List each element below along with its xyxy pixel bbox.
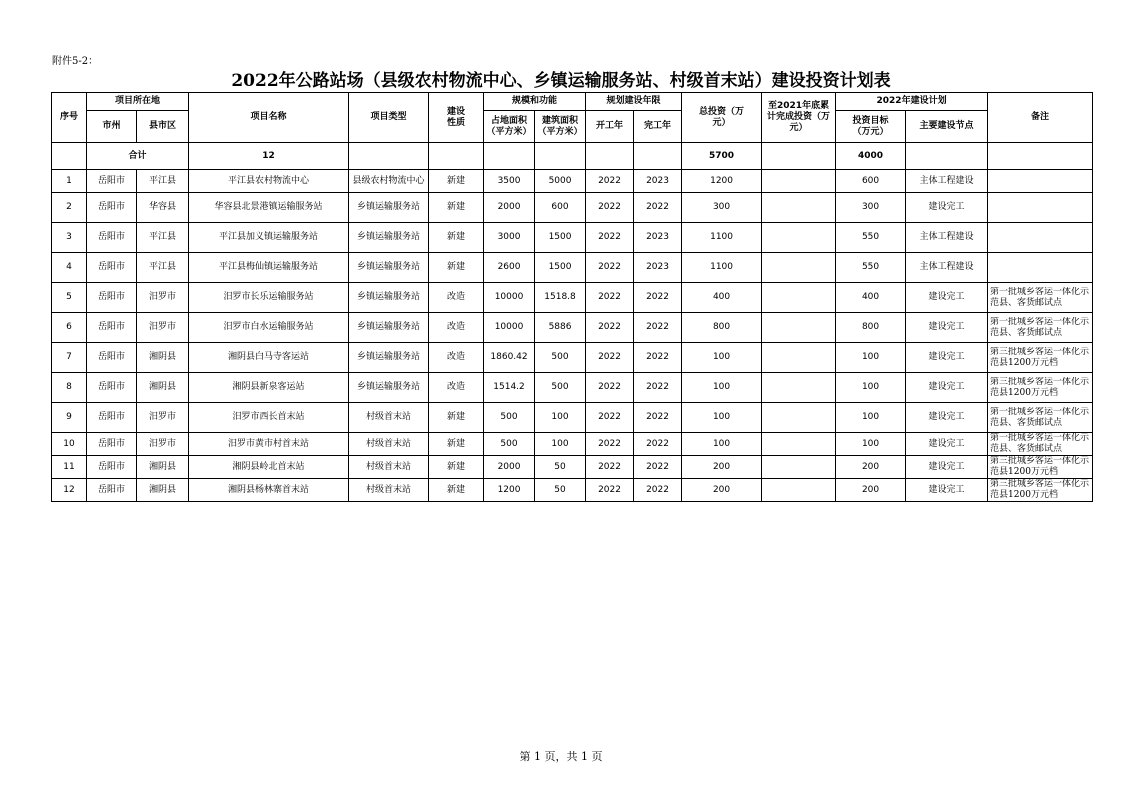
row-land-area: 3500: [484, 170, 535, 193]
total-row: [52, 143, 1093, 170]
row-main-node: 主体工程建设: [906, 170, 988, 193]
row-main-node: 建设完工: [906, 403, 988, 433]
row-project-type: 村级首末站: [349, 433, 429, 456]
row-end-year: 2022: [634, 313, 682, 343]
row-total-investment: 1100: [682, 223, 762, 253]
row-floor-area: 1518.8: [535, 283, 586, 313]
row-project-name: 湘阴县白马寺客运站: [189, 343, 349, 373]
row-project-name: 汨罗市长乐运输服务站: [189, 283, 349, 313]
header-start-year: 开工年: [586, 111, 634, 143]
row-build-nature: 改造: [429, 313, 484, 343]
row-start-year: 2022: [586, 313, 634, 343]
row-county: 平江县: [137, 253, 189, 283]
row-floor-area: 5000: [535, 170, 586, 193]
row-completed-2021: [762, 479, 836, 502]
header-land-area: 占地面积（平方米）: [484, 111, 535, 143]
row-floor-area: 50: [535, 456, 586, 479]
total-count: 12: [189, 143, 349, 170]
row-land-area: 2600: [484, 253, 535, 283]
row-completed-2021: [762, 433, 836, 456]
row-city: 岳阳市: [87, 479, 137, 502]
row-project-name: 汨罗市黄市村首末站: [189, 433, 349, 456]
row-remark: [988, 223, 1093, 253]
row-remark: 第三批城乡客运一体化示范县1200万元档: [988, 343, 1093, 373]
row-city: 岳阳市: [87, 193, 137, 223]
row-county: 平江县: [137, 170, 189, 193]
table-row: [52, 456, 1093, 479]
row-project-type: 乡镇运输服务站: [349, 373, 429, 403]
total-seq-cell: [52, 143, 87, 170]
row-completed-2021: [762, 170, 836, 193]
row-floor-area: 100: [535, 403, 586, 433]
row-county: 湘阴县: [137, 343, 189, 373]
row-city: 岳阳市: [87, 170, 137, 193]
row-start-year: 2022: [586, 253, 634, 283]
row-land-area: 3000: [484, 223, 535, 253]
row-county: 汨罗市: [137, 283, 189, 313]
row-main-node: 建设完工: [906, 433, 988, 456]
row-invest-target: 200: [836, 456, 906, 479]
row-build-nature: 改造: [429, 283, 484, 313]
row-total-investment: 100: [682, 433, 762, 456]
row-project-name: 湘阴县杨林寨首末站: [189, 479, 349, 502]
table-row: [52, 193, 1093, 223]
table-row: [52, 253, 1093, 283]
row-build-nature: 新建: [429, 253, 484, 283]
header-plan-2022: 2022年建设计划: [836, 93, 988, 111]
row-invest-target: 800: [836, 313, 906, 343]
row-city: 岳阳市: [87, 433, 137, 456]
row-project-name: 平江县农村物流中心: [189, 170, 349, 193]
table-row: [52, 479, 1093, 502]
row-project-name: 湘阴县岭北首末站: [189, 456, 349, 479]
page-title: 2022年公路站场（县级农村物流中心、乡镇运输服务站、村级首末站）建设投资计划表: [231, 71, 891, 91]
row-floor-area: 50: [535, 479, 586, 502]
row-end-year: 2023: [634, 223, 682, 253]
row-completed-2021: [762, 403, 836, 433]
row-completed-2021: [762, 313, 836, 343]
row-seq: 8: [52, 373, 87, 403]
row-county: 湘阴县: [137, 456, 189, 479]
row-city: 岳阳市: [87, 313, 137, 343]
header-total-investment: 总投资（万元）: [682, 93, 762, 143]
row-end-year: 2022: [634, 283, 682, 313]
header-project-name: 项目名称: [189, 93, 349, 143]
row-land-area: 1514.2: [484, 373, 535, 403]
row-land-area: 500: [484, 403, 535, 433]
row-build-nature: 新建: [429, 403, 484, 433]
row-floor-area: 500: [535, 373, 586, 403]
row-floor-area: 100: [535, 433, 586, 456]
row-end-year: 2022: [634, 403, 682, 433]
row-start-year: 2022: [586, 343, 634, 373]
row-remark: 第三批城乡客运一体化示范县1200万元档: [988, 479, 1093, 502]
row-completed-2021: [762, 193, 836, 223]
row-floor-area: 600: [535, 193, 586, 223]
row-main-node: 建设完工: [906, 479, 988, 502]
row-city: 岳阳市: [87, 456, 137, 479]
total-empty-start: [586, 143, 634, 170]
row-invest-target: 100: [836, 433, 906, 456]
row-county: 汨罗市: [137, 313, 189, 343]
row-invest-target: 100: [836, 343, 906, 373]
row-build-nature: 新建: [429, 193, 484, 223]
row-land-area: 10000: [484, 313, 535, 343]
row-project-name: 平江县梅仙镇运输服务站: [189, 253, 349, 283]
total-empty-remark: [988, 143, 1093, 170]
row-seq: 4: [52, 253, 87, 283]
row-end-year: 2022: [634, 373, 682, 403]
row-main-node: 建设完工: [906, 456, 988, 479]
row-completed-2021: [762, 283, 836, 313]
row-seq: 6: [52, 313, 87, 343]
page-footer: 第 1 页，共 1 页: [519, 750, 603, 763]
header-remarks: 备注: [988, 93, 1093, 143]
row-land-area: 500: [484, 433, 535, 456]
header-seq: 序号: [52, 93, 87, 143]
row-invest-target: 100: [836, 403, 906, 433]
total-target-sum: 4000: [836, 143, 906, 170]
row-land-area: 1860.42: [484, 343, 535, 373]
header-build-nature: 建设性质: [429, 93, 484, 143]
row-county: 华容县: [137, 193, 189, 223]
row-project-name: 湘阴县新泉客运站: [189, 373, 349, 403]
row-remark: 第三批城乡客运一体化示范县1200万元档: [988, 456, 1093, 479]
header-plan-years: 规划建设年限: [586, 93, 682, 111]
row-project-name: 汨罗市西长首末站: [189, 403, 349, 433]
row-project-type: 乡镇运输服务站: [349, 193, 429, 223]
row-main-node: 建设完工: [906, 283, 988, 313]
row-start-year: 2022: [586, 403, 634, 433]
table-row: [52, 403, 1093, 433]
row-end-year: 2022: [634, 433, 682, 456]
row-city: 岳阳市: [87, 373, 137, 403]
row-end-year: 2023: [634, 253, 682, 283]
row-county: 湘阴县: [137, 373, 189, 403]
total-empty-node: [906, 143, 988, 170]
header-row-1: [52, 93, 1093, 111]
row-total-investment: 800: [682, 313, 762, 343]
row-floor-area: 1500: [535, 253, 586, 283]
row-start-year: 2022: [586, 283, 634, 313]
row-end-year: 2023: [634, 170, 682, 193]
row-invest-target: 100: [836, 373, 906, 403]
row-project-type: 乡镇运输服务站: [349, 283, 429, 313]
total-empty-floor: [535, 143, 586, 170]
row-land-area: 10000: [484, 283, 535, 313]
row-county: 汨罗市: [137, 403, 189, 433]
row-main-node: 主体工程建设: [906, 223, 988, 253]
row-remark: [988, 193, 1093, 223]
total-empty-type: [349, 143, 429, 170]
row-city: 岳阳市: [87, 283, 137, 313]
table-row: [52, 313, 1093, 343]
row-project-type: 乡镇运输服务站: [349, 223, 429, 253]
row-total-investment: 200: [682, 479, 762, 502]
header-main-nodes: 主要建设节点: [906, 111, 988, 143]
row-seq: 11: [52, 456, 87, 479]
row-remark: 第三批城乡客运一体化示范县1200万元档: [988, 373, 1093, 403]
row-start-year: 2022: [586, 456, 634, 479]
row-build-nature: 新建: [429, 433, 484, 456]
row-project-name: 汨罗市白水运输服务站: [189, 313, 349, 343]
row-start-year: 2022: [586, 223, 634, 253]
row-total-investment: 200: [682, 456, 762, 479]
header-completed-2021: 至2021年底累计完成投资（万元）: [762, 93, 836, 143]
row-total-investment: 300: [682, 193, 762, 223]
row-end-year: 2022: [634, 343, 682, 373]
table-row: [52, 373, 1093, 403]
total-empty-end: [634, 143, 682, 170]
header-city: 市州: [87, 111, 137, 143]
row-land-area: 1200: [484, 479, 535, 502]
row-project-name: 平江县加义镇运输服务站: [189, 223, 349, 253]
row-remark: 第一批城乡客运一体化示范县、客货邮试点: [988, 403, 1093, 433]
row-project-type: 县级农村物流中心: [349, 170, 429, 193]
row-remark: [988, 253, 1093, 283]
row-seq: 10: [52, 433, 87, 456]
row-project-name: 华容县北景港镇运输服务站: [189, 193, 349, 223]
row-city: 岳阳市: [87, 403, 137, 433]
table-row: [52, 283, 1093, 313]
row-seq: 3: [52, 223, 87, 253]
investment-plan-table: [51, 92, 1093, 502]
row-start-year: 2022: [586, 170, 634, 193]
row-completed-2021: [762, 223, 836, 253]
row-main-node: 建设完工: [906, 313, 988, 343]
row-floor-area: 5886: [535, 313, 586, 343]
row-build-nature: 新建: [429, 479, 484, 502]
table-row: [52, 343, 1093, 373]
row-invest-target: 300: [836, 193, 906, 223]
row-main-node: 主体工程建设: [906, 253, 988, 283]
row-seq: 12: [52, 479, 87, 502]
row-end-year: 2022: [634, 479, 682, 502]
row-remark: 第一批城乡客运一体化示范县、客货邮试点: [988, 283, 1093, 313]
row-completed-2021: [762, 343, 836, 373]
row-floor-area: 1500: [535, 223, 586, 253]
row-project-type: 乡镇运输服务站: [349, 343, 429, 373]
total-empty-completed: [762, 143, 836, 170]
row-main-node: 建设完工: [906, 343, 988, 373]
row-start-year: 2022: [586, 373, 634, 403]
row-city: 岳阳市: [87, 343, 137, 373]
row-total-investment: 100: [682, 343, 762, 373]
row-invest-target: 550: [836, 253, 906, 283]
row-build-nature: 改造: [429, 373, 484, 403]
row-invest-target: 200: [836, 479, 906, 502]
row-build-nature: 改造: [429, 343, 484, 373]
row-total-investment: 100: [682, 373, 762, 403]
total-empty-nature: [429, 143, 484, 170]
row-project-type: 乡镇运输服务站: [349, 313, 429, 343]
row-city: 岳阳市: [87, 223, 137, 253]
row-project-type: 乡镇运输服务站: [349, 253, 429, 283]
row-floor-area: 500: [535, 343, 586, 373]
row-seq: 7: [52, 343, 87, 373]
row-land-area: 2000: [484, 193, 535, 223]
row-total-investment: 100: [682, 403, 762, 433]
header-location: 项目所在地: [87, 93, 189, 111]
header-project-type: 项目类型: [349, 93, 429, 143]
row-build-nature: 新建: [429, 223, 484, 253]
row-city: 岳阳市: [87, 253, 137, 283]
total-empty-land: [484, 143, 535, 170]
row-project-type: 村级首末站: [349, 456, 429, 479]
row-county: 汨罗市: [137, 433, 189, 456]
row-seq: 5: [52, 283, 87, 313]
row-county: 平江县: [137, 223, 189, 253]
row-completed-2021: [762, 456, 836, 479]
row-project-type: 村级首末站: [349, 403, 429, 433]
row-invest-target: 400: [836, 283, 906, 313]
row-project-type: 村级首末站: [349, 479, 429, 502]
row-build-nature: 新建: [429, 170, 484, 193]
table-row: [52, 223, 1093, 253]
header-scale: 规模和功能: [484, 93, 586, 111]
row-seq: 9: [52, 403, 87, 433]
row-invest-target: 550: [836, 223, 906, 253]
row-start-year: 2022: [586, 193, 634, 223]
row-remark: 第一批城乡客运一体化示范县、客货邮试点: [988, 433, 1093, 456]
table-row: [52, 433, 1093, 456]
row-end-year: 2022: [634, 193, 682, 223]
row-total-investment: 400: [682, 283, 762, 313]
row-main-node: 建设完工: [906, 193, 988, 223]
table-row: [52, 170, 1093, 193]
row-remark: [988, 170, 1093, 193]
header-end-year: 完工年: [634, 111, 682, 143]
row-start-year: 2022: [586, 479, 634, 502]
row-remark: 第一批城乡客运一体化示范县、客货邮试点: [988, 313, 1093, 343]
header-floor-area: 建筑面积（平方米）: [535, 111, 586, 143]
total-label: 合计: [87, 143, 189, 170]
row-seq: 1: [52, 170, 87, 193]
header-invest-target: 投资目标（万元）: [836, 111, 906, 143]
row-end-year: 2022: [634, 456, 682, 479]
row-total-investment: 1100: [682, 253, 762, 283]
attachment-label: 附件5-2：: [52, 56, 99, 67]
header-county: 县市区: [137, 111, 189, 143]
row-main-node: 建设完工: [906, 373, 988, 403]
row-build-nature: 新建: [429, 456, 484, 479]
row-land-area: 2000: [484, 456, 535, 479]
total-investment-sum: 5700: [682, 143, 762, 170]
row-invest-target: 600: [836, 170, 906, 193]
row-completed-2021: [762, 253, 836, 283]
row-seq: 2: [52, 193, 87, 223]
row-county: 湘阴县: [137, 479, 189, 502]
row-start-year: 2022: [586, 433, 634, 456]
row-total-investment: 1200: [682, 170, 762, 193]
row-completed-2021: [762, 373, 836, 403]
